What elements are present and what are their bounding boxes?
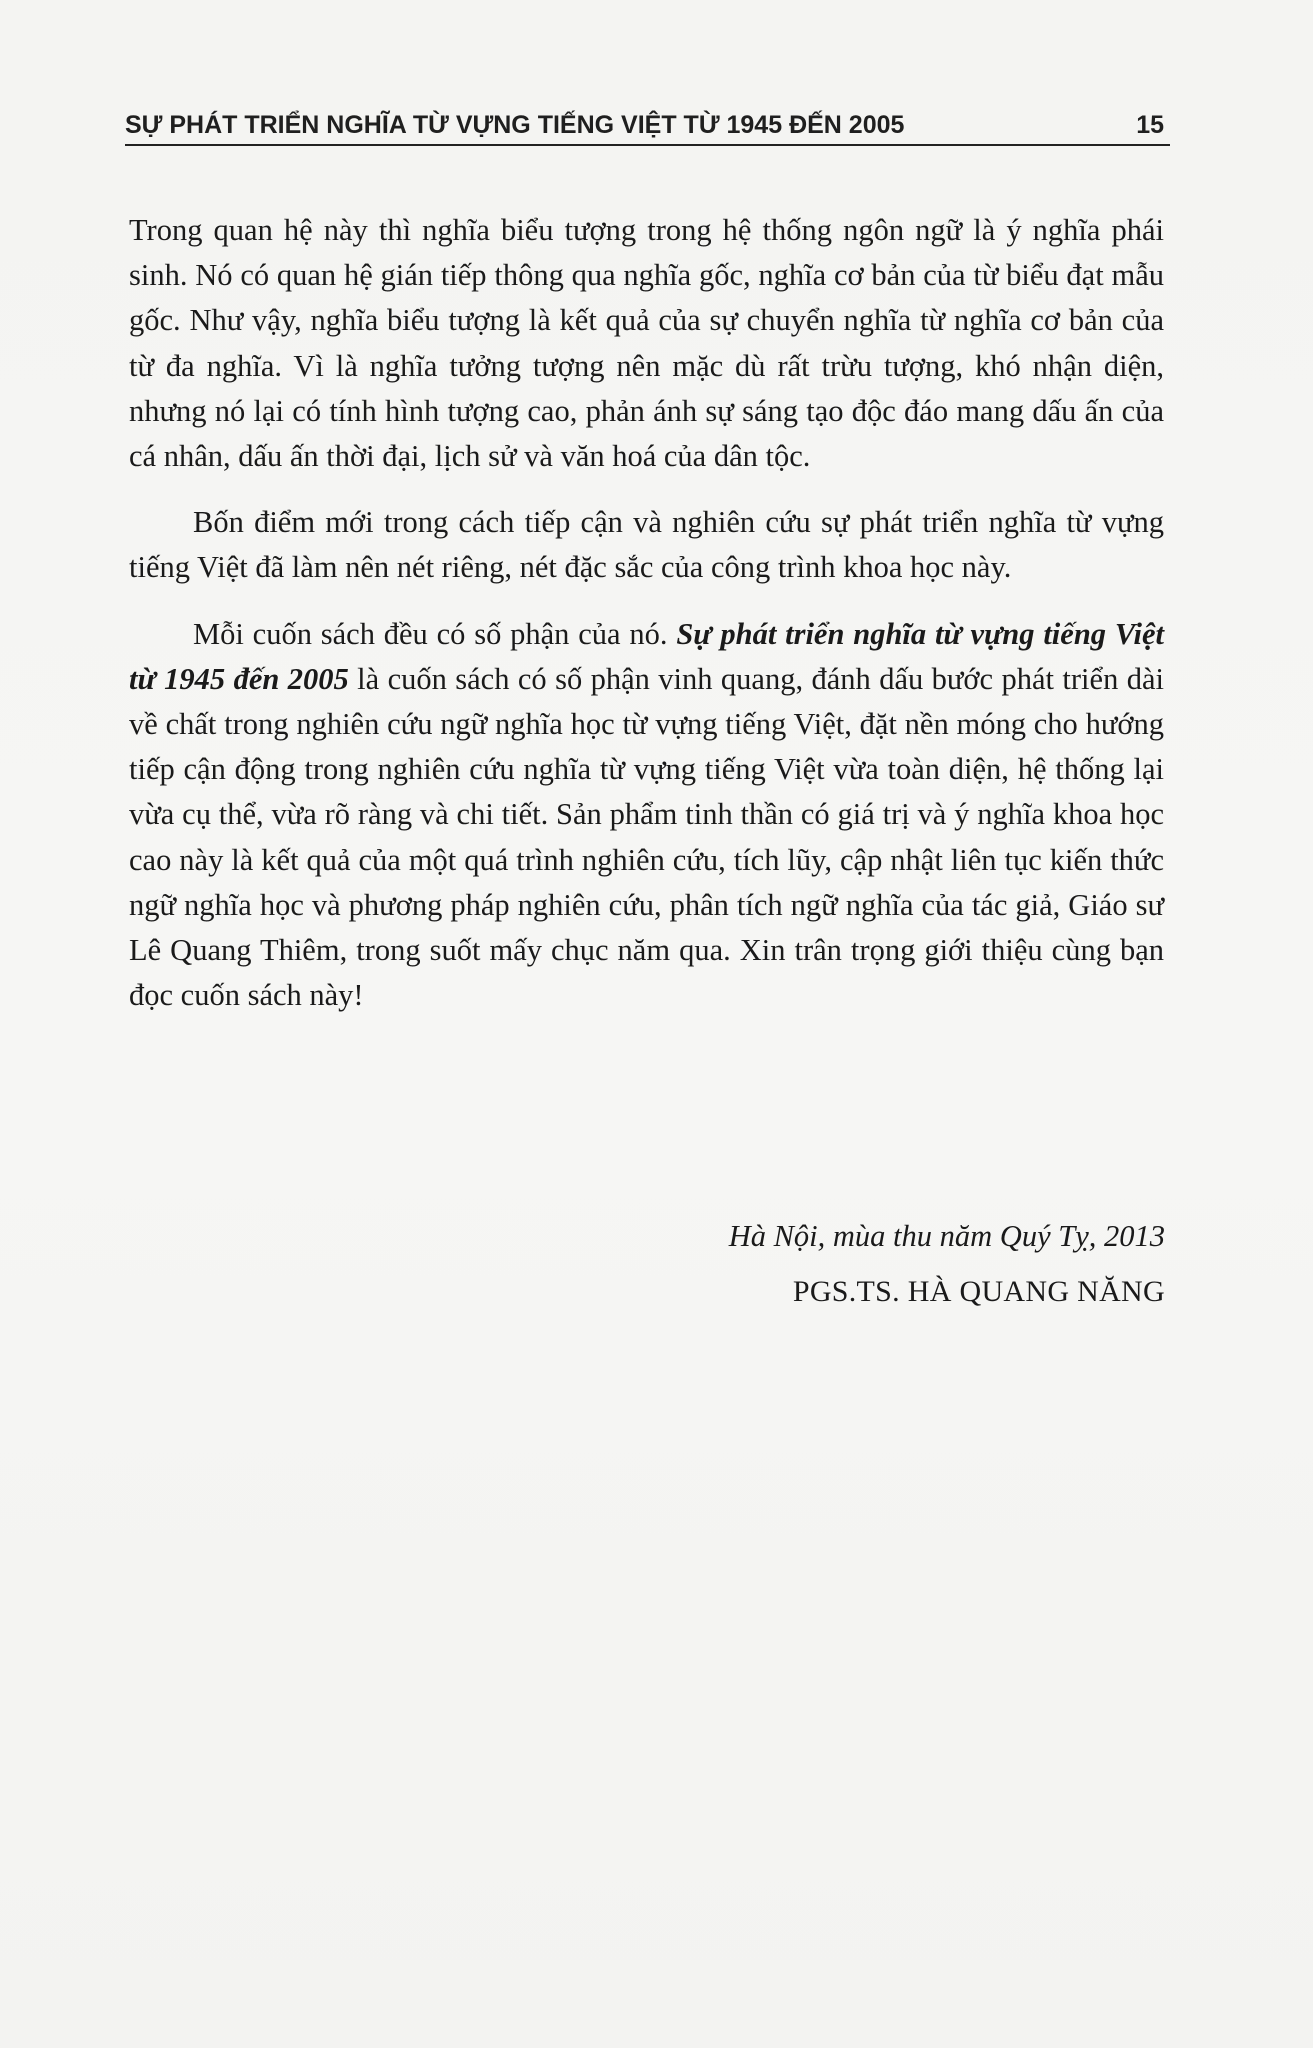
place-date: Hà Nội, mùa thu năm Quý Tỵ, 2013	[728, 1219, 1165, 1253]
paragraph-3-lead: Mỗi cuốn sách đều có số phận của nó.	[193, 616, 677, 651]
book-title-reference: Sự phát triển nghĩa từ vựng tiếng Việt từ 1945 đến 2005	[129, 616, 1164, 696]
paragraph-1: Trong quan hệ này thì nghĩa biểu tượng trong hệ thống ngôn ngữ là ý nghĩa phái sinh. Nó có quan hệ gián tiếp thông qua nghĩa gốc, nghĩa cơ bản của từ biểu đạt mẫu gốc. Như vậy, nghĩa biểu tượng là kết quả của sự chuyển nghĩa từ nghĩa cơ bản của từ đa nghĩa. Vì là nghĩa tưởng tượng nên mặc dù rất trừu tượng, khó nhận diện, nhưng nó lại có tính hình tượng cao, phản ánh sự sáng tạo độc đáo mang dấu ấn của cá nhân, dấu ấn thời đại, lịch sử và văn hoá của dân tộc.	[129, 213, 1164, 474]
paragraph-3	[129, 612, 1164, 1019]
signature-block	[729, 1208, 1165, 1320]
paragraph-3-rest: là cuốn sách có số phận vinh quang, đánh dấu bước phát triển dài về chất trong nghiên cứu ngữ nghĩa học từ vựng tiếng Việt, đặt nền móng cho hướng tiếp cận động trong nghiên cứu nghĩa từ vựng tiếng Việt vừa toàn diện, hệ thống lại vừa cụ thể, vừa rõ ràng và chi tiết. Sản phẩm tinh thần có giá trị và ý nghĩa khoa học cao này là kết quả của một quá trình nghiên cứu, tích lũy, cập nhật liên tục kiến thức ngữ nghĩa học và phương pháp nghiên cứu, phân tích ngữ nghĩa của tác giả, Giáo sư Lê Quang Thiêm, trong suốt mấy chục năm qua. Xin trân trọng giới thiệu cùng bạn đọc cuốn sách này!	[129, 661, 1164, 1013]
body-text	[129, 208, 1164, 1039]
running-header	[125, 100, 1170, 146]
author-name: PGS.TS. HÀ QUANG NĂNG	[792, 1275, 1165, 1308]
running-header-title: SỰ PHÁT TRIỂN NGHĨA TỪ VỰNG TIẾNG VIỆT TỪ 1945 ĐẾN 2005	[125, 111, 905, 139]
paragraph-2: Bốn điểm mới trong cách tiếp cận và nghiên cứu sự phát triển nghĩa từ vựng tiếng Việt đã làm nên nét riêng, nét đặc sắc của công trình khoa học này.	[129, 505, 1164, 585]
page-number: 15	[1136, 111, 1164, 139]
